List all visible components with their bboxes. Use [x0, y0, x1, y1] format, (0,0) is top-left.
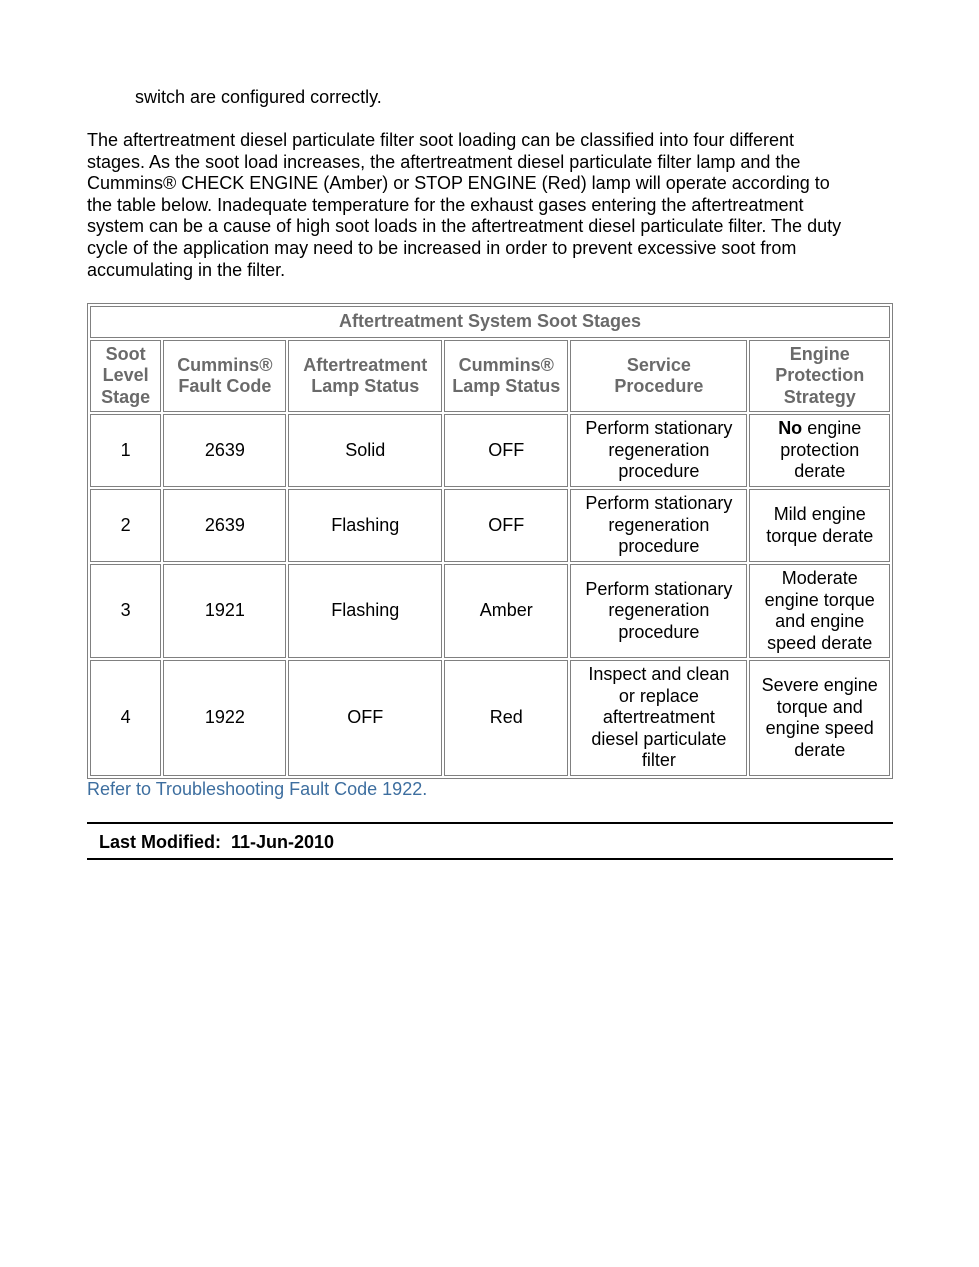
paragraph-line: Cummins® CHECK ENGINE (Amber) or STOP ENGINE (Red) lamp will operate according to	[87, 173, 830, 194]
table-caption: Aftertreatment System Soot Stages	[90, 306, 890, 338]
fault-code-cell: 1921	[163, 564, 286, 658]
column-header-protection-strategy: Engine Protection Strategy	[749, 340, 890, 412]
soot-stages-table	[87, 303, 893, 779]
column-header-fault-code: Cummins® Fault Code	[163, 340, 286, 412]
stage-cell: 1	[90, 414, 161, 487]
table-row	[90, 414, 890, 487]
cummins-lamp-cell: Red	[444, 660, 568, 776]
table-row	[90, 564, 890, 658]
procedure-cell: Perform stationary regeneration procedure	[570, 414, 747, 487]
paragraph-line: stages. As the soot load increases, the aftertreatment diesel particulate filter lamp and the	[87, 151, 801, 172]
strategy-cell: Moderate engine torque and engine speed derate	[749, 564, 890, 658]
column-header-cummins-lamp: Cummins® Lamp Status	[444, 340, 568, 412]
table-row	[90, 489, 890, 562]
cummins-lamp-cell: OFF	[444, 489, 568, 562]
stage-cell: 2	[90, 489, 161, 562]
table-row	[90, 660, 890, 776]
paragraph-line: cycle of the application may need to be increased in order to prevent excessive soot from	[87, 237, 797, 258]
paragraph-line: system can be a cause of high soot loads in the aftertreatment diesel particulate filter. The duty	[87, 216, 842, 237]
column-header-service-procedure: Service Procedure	[570, 340, 747, 412]
intro-line: switch are configured correctly.	[135, 87, 382, 107]
stage-cell: 4	[90, 660, 161, 776]
last-modified-text: Last Modified: 11-Jun-2010	[99, 832, 335, 852]
description-paragraph	[87, 130, 893, 281]
troubleshooting-fault-code-link[interactable]: Refer to Troubleshooting Fault Code 1922.	[87, 779, 428, 799]
last-modified-bar	[87, 822, 893, 860]
aftertreatment-lamp-cell: Flashing	[288, 489, 442, 562]
fault-code-cell: 1922	[163, 660, 286, 776]
column-header-aftertreatment-lamp: Aftertreatment Lamp Status	[288, 340, 442, 412]
aftertreatment-lamp-cell: Solid	[288, 414, 442, 487]
aftertreatment-lamp-cell: Flashing	[288, 564, 442, 658]
cummins-lamp-cell: Amber	[444, 564, 568, 658]
cummins-lamp-cell: OFF	[444, 414, 568, 487]
paragraph-line: The aftertreatment diesel particulate filter soot loading can be classified into four different	[87, 130, 795, 150]
fault-code-cell: 2639	[163, 414, 286, 487]
strategy-cell: Severe engine torque and engine speed derate	[749, 660, 890, 776]
paragraph-line: accumulating in the filter.	[87, 259, 286, 280]
strategy-cell: Mild engine torque derate	[749, 489, 890, 562]
strategy-cell: No engine protection derate	[749, 414, 890, 487]
procedure-cell: Perform stationary regeneration procedure	[570, 564, 747, 658]
column-header-soot-level-stage: Soot Level Stage	[90, 340, 161, 412]
procedure-cell: Inspect and clean or replace aftertreatment diesel particulate filter	[570, 660, 747, 776]
paragraph-line: the table below. Inadequate temperature for the exhaust gases entering the aftertreatment	[87, 194, 804, 215]
procedure-cell: Perform stationary regeneration procedure	[570, 489, 747, 562]
stage-cell: 3	[90, 564, 161, 658]
table-header-row	[90, 340, 890, 412]
aftertreatment-lamp-cell: OFF	[288, 660, 442, 776]
fault-code-cell: 2639	[163, 489, 286, 562]
